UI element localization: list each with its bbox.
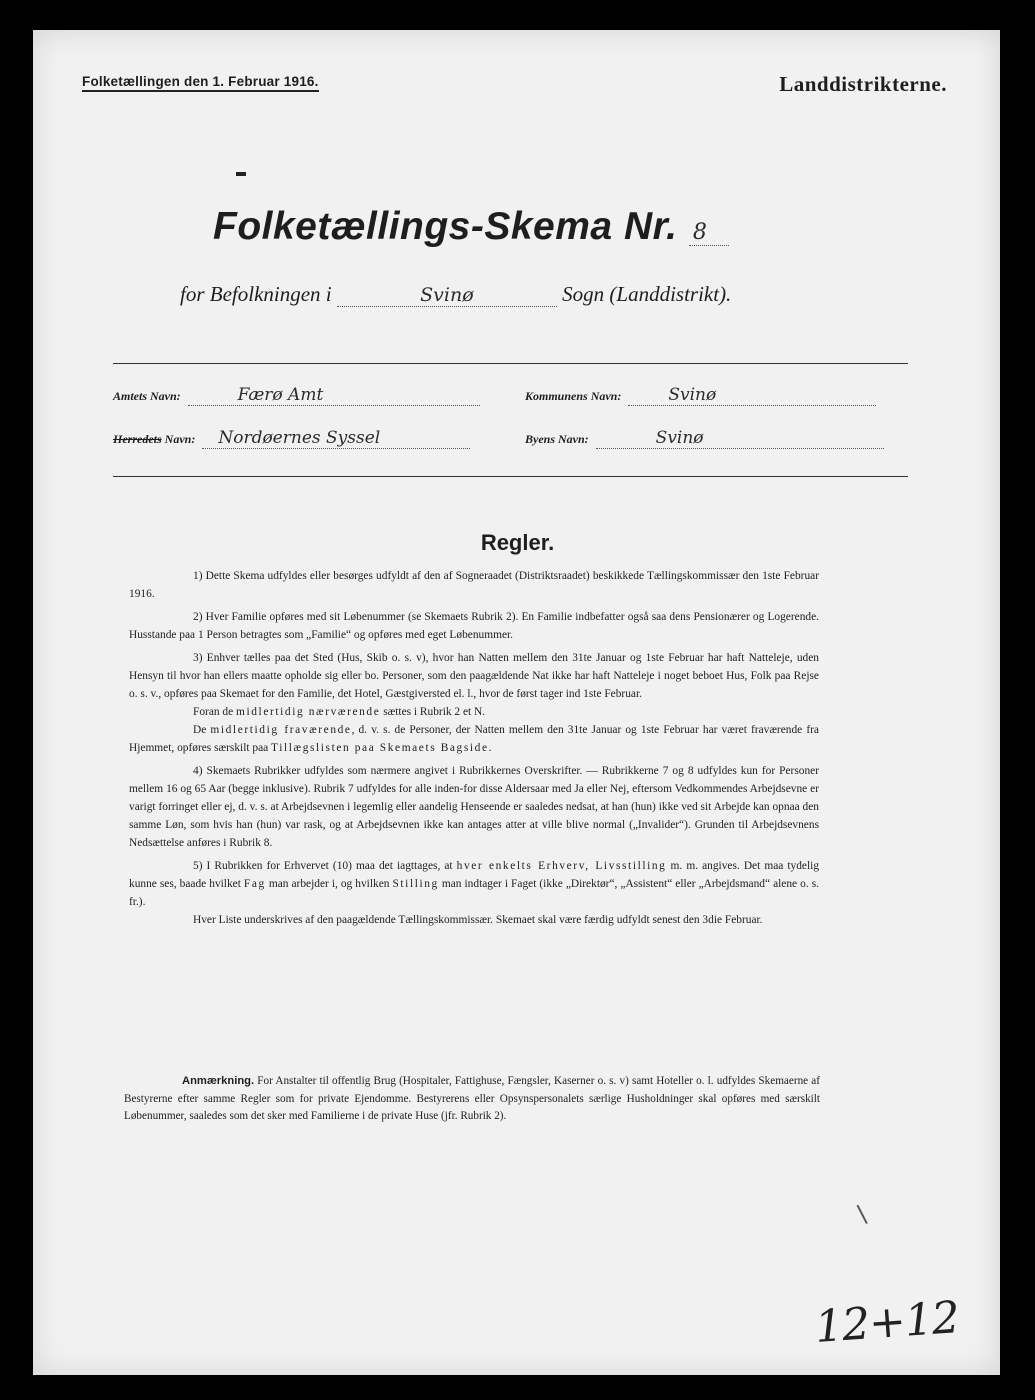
amt-label: Amtets Navn: bbox=[113, 389, 181, 403]
census-date-header: Folketællingen den 1. Februar 1916. bbox=[82, 74, 319, 92]
herred-label: Navn: bbox=[161, 432, 196, 446]
amt-value: Færø Amt bbox=[188, 385, 480, 406]
rule-3-present: Foran de midlertidig nærværende sættes i Rubrik 2 et N. bbox=[193, 706, 486, 718]
form-title bbox=[213, 205, 729, 249]
by-field bbox=[525, 428, 910, 449]
rule-3: 3) Enhver tælles paa det Sted (Hus, Skib o. s. v), hvor han Natten mellem den 31te Januar og 1ste Februar har haft Natteleje, uden Hensyn til hvor han ellers maatte opholde sig eller bo. Personer, som den paagældende Nat ikke har haft Natteleje i noget beboet Hus, Folk paa Rejse o. s. v., opføres paa Skemaet for den Familie, det Hotel, Gæstgiversted el. l., hvor de først tager ind 1ste Februar. bbox=[129, 652, 819, 700]
herred-value: Nordøernes Syssel bbox=[202, 428, 470, 449]
remark-section bbox=[124, 1073, 820, 1126]
pencil-mark: \ bbox=[855, 1199, 869, 1229]
form-subtitle bbox=[180, 282, 810, 307]
stray-mark bbox=[236, 172, 246, 176]
herred-field bbox=[113, 428, 498, 449]
archive-number: 12+12 bbox=[813, 1292, 961, 1353]
rules-heading: Regler. bbox=[480, 530, 555, 555]
kommune-value: Svinø bbox=[628, 385, 876, 406]
herred-label-struck: Herredets bbox=[113, 432, 162, 446]
amt-field bbox=[113, 385, 498, 406]
rule-1: 1) Dette Skema udfyldes eller besørges udfyldt af den af Sogneraadet (Distriktsraadet) beskikkede Tællingskommissær den 1ste Februar 1916. bbox=[129, 570, 819, 600]
kommune-field bbox=[525, 385, 910, 406]
subtitle-suffix: Sogn (Landdistrikt). bbox=[562, 282, 732, 306]
remark-label: Anmærkning. bbox=[182, 1075, 255, 1087]
form-title-text: Folketællings-Skema Nr. bbox=[213, 205, 678, 248]
rule-3-absent: De midlertidig fraværende, d. v. s. de Personer, der Natten mellem den 31te Januar og 1ste Februar har været fraværende fra Hjemmet, opføres særskilt paa Tillægslisten paa Skemaets Bagside. bbox=[129, 724, 819, 754]
rule-2: 2) Hver Familie opføres med sit Løbenummer (se Skemaets Rubrik 2). En Familie indbefatter også saa dens Pensionærer og Logerende. Husstande paa 1 Person betragtes som „Familie“ og opføres med eget Løbenummer. bbox=[129, 611, 819, 641]
rule-6: Hver Liste underskrives af den paagældende Tællingskommissær. Skemaet skal være færdig udfyldt senest den 3die Februar. bbox=[193, 914, 763, 926]
kommune-label: Kommunens Navn: bbox=[525, 389, 622, 403]
rule-4: 4) Skemaets Rubrikker udfyldes som nærmere angivet i Rubrikkernes Overskrifter. — Rubrikkerne 7 og 8 udfyldes kun for Personer mellem 16 og 65 Aar (begge inklusive). Rubrik 7 udfyldes for alle inden-for disse Aldersaar med Ja eller Nej, eftersom Vedkommendes Arbejdsevne er varigt forringet eller ej, d. v. s. at Arbejdsevnen i legemlig eller aandelig Henseende er saaledes nedsat, at han (hun) ikke ved sit Arbejde kan opnaa den samme Løn, som hvis han (hun) var rask, og at Arbejdsevnen ikke kan antages atter at ville blive normal („Invalider“). Grunden til Arbejdsevnens Nedsættelse anføres i Rubrik 8. bbox=[129, 765, 819, 849]
subtitle-prefix: for Befolkningen i bbox=[180, 282, 332, 306]
by-label: Byens Navn: bbox=[525, 432, 589, 446]
rule-5: 5) I Rubrikken for Erhvervet (10) maa det iagttages, at hver enkelts Erhverv, Livsstilling m. m. angives. Det maa tydelig kunne ses, baade hvilket Fag man arbejder i, og hvilken Stilling man indtager i Faget (ikke „Direktør“, „Assistent“ eller „Arbejdsmand“ alene o. s. fr.). bbox=[129, 860, 820, 908]
divider-top bbox=[113, 363, 908, 364]
form-number: 8 bbox=[689, 220, 729, 246]
parish-name: Svinø bbox=[337, 284, 557, 307]
rules-body bbox=[129, 567, 819, 934]
by-value: Svinø bbox=[596, 428, 884, 449]
divider-bottom bbox=[113, 476, 908, 477]
remark-text: Anmærkning. For Anstalter til offentlig Brug (Hospitaler, Fattighuse, Fængsler, Kaserner o. s. v) samt Hoteller o. l. udfyldes Skemaerne af Bestyrerne efter samme Regler som for private Ejendomme. Bestyrerens eller Opsynspersonalets særlige Husholdninger skal opføres med særskilt Løbenummer, saaledes som det sker med Familierne i de private Huse (jfr. Rubrik 2). bbox=[124, 1075, 820, 1122]
district-type-header: Landdistrikterne. bbox=[779, 72, 947, 96]
